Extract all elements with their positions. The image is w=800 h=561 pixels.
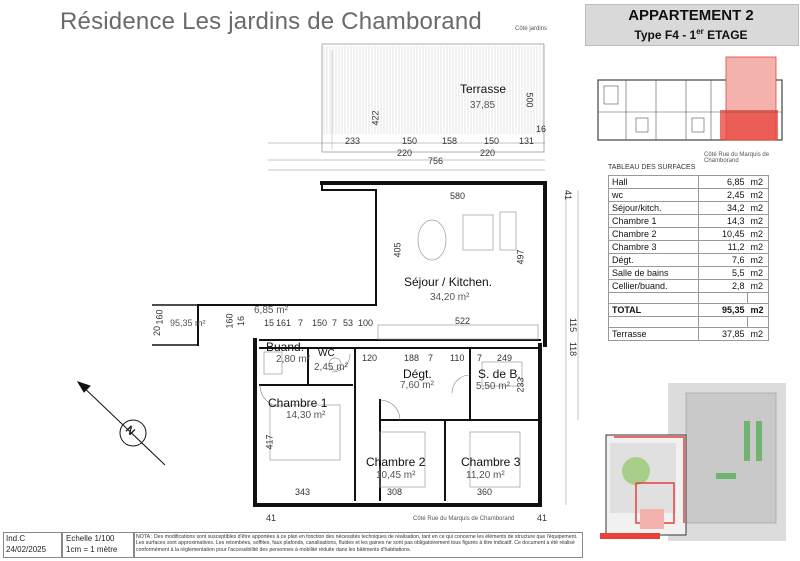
dim: 405	[392, 242, 403, 258]
dim: 15	[264, 318, 275, 328]
surface-row	[609, 280, 769, 293]
dim: 756	[428, 156, 444, 166]
dim: 53	[343, 318, 354, 328]
room-degt: Dégt.	[403, 367, 432, 381]
surface-row	[609, 202, 769, 215]
dim: 233	[515, 377, 526, 393]
dim: 150	[402, 136, 418, 146]
dim: 308	[387, 487, 403, 497]
surface-value: 95,35	[699, 304, 748, 317]
surface-unit: m2	[748, 280, 769, 293]
key-plan-caption: Côté Rue du Marquis de Chamborand	[704, 152, 770, 164]
dim: 16	[236, 315, 247, 327]
surface-value: 5,5	[699, 267, 748, 280]
room-chambre1-area: 14,30 m²	[286, 410, 326, 421]
surface-label: TOTAL	[609, 304, 699, 317]
room-sdb-area: 5,50 m²	[476, 381, 510, 392]
surface-label: Chambre 3	[609, 241, 699, 254]
dim: 580	[450, 191, 466, 201]
surface-unit: m2	[748, 176, 769, 189]
room-sejour-area: 34,20 m²	[430, 292, 470, 303]
footer-scale-ratio: 1cm = 1 mètre	[66, 545, 118, 554]
surface-value: 10,45	[699, 228, 748, 241]
dim: 161	[276, 318, 292, 328]
dim: 497	[515, 249, 526, 265]
surface-row	[609, 254, 769, 267]
room-buand: Buand.	[266, 340, 305, 354]
surface-value: 14,3	[699, 215, 748, 228]
surface-spacer	[609, 317, 769, 328]
room-chambre1: Chambre 1	[268, 396, 328, 410]
room-sejour: Séjour / Kitchen.	[404, 275, 493, 289]
dim: 41	[266, 513, 277, 523]
surface-row	[609, 304, 769, 317]
room-terrasse: Terrasse	[460, 82, 507, 96]
surface-unit: m2	[748, 228, 769, 241]
room-buand-area: 2,80 m²	[276, 354, 310, 365]
dim: 131	[519, 136, 535, 146]
surface-label: Chambre 1	[609, 215, 699, 228]
dim: 220	[480, 148, 496, 158]
room-terrasse-area: 37,85	[470, 100, 496, 111]
surface-unit: m2	[748, 215, 769, 228]
dim: 115	[568, 317, 579, 333]
dim: 160	[224, 313, 235, 329]
surface-label: Dégt.	[609, 254, 699, 267]
surface-value: 34,2	[699, 202, 748, 215]
surface-unit: m2	[748, 328, 769, 341]
surface-row	[609, 189, 769, 202]
surfaces-table	[608, 175, 769, 341]
room-chambre3: Chambre 3	[461, 455, 521, 469]
footer-index: Ind.C	[6, 534, 26, 543]
dim: 500	[524, 92, 535, 108]
surface-label: wc	[609, 189, 699, 202]
project-title: Résidence Les jardins de Chamborand	[60, 8, 482, 35]
room-chambre3-area: 11,20 m²	[466, 470, 505, 481]
dim: 7	[332, 318, 338, 328]
dim: 150	[484, 136, 500, 146]
dim: 100	[358, 318, 374, 328]
dim: 20	[152, 325, 163, 337]
surface-unit: m2	[748, 189, 769, 202]
surface-row	[609, 228, 769, 241]
footer-date: 24/02/2025	[6, 545, 47, 554]
dim: 522	[455, 316, 471, 326]
dim: 422	[370, 110, 381, 126]
room-hall-area: 6,85 m²	[254, 305, 288, 316]
dim: 417	[264, 434, 275, 450]
surfaces-heading: TABLEAU DES SURFACES	[608, 164, 696, 171]
room-wc: WC	[318, 348, 335, 359]
surface-unit: m2	[748, 304, 769, 317]
surface-value: 2,8	[699, 280, 748, 293]
dim: 158	[442, 136, 458, 146]
surface-value: 11,2	[699, 241, 748, 254]
dim: 233	[345, 136, 361, 146]
apartment-type: Type F4 - 1er ETAGE	[634, 27, 748, 42]
surface-value: 2,45	[699, 189, 748, 202]
total-area-badge: 95,35 m²	[170, 318, 206, 328]
surface-value: 7,6	[699, 254, 748, 267]
surface-row	[609, 328, 769, 341]
surface-label: Hall	[609, 176, 699, 189]
dim: 188	[404, 353, 420, 363]
room-wc-area: 2,45 m²	[314, 362, 348, 373]
dim: 7	[298, 318, 304, 328]
dim: 41	[537, 513, 548, 523]
footer-scale: Echelle 1/100	[66, 534, 115, 543]
surface-row	[609, 267, 769, 280]
room-degt-area: 7,60 m²	[400, 380, 434, 391]
surface-value: 6,85	[699, 176, 748, 189]
surface-label: Terrasse	[609, 328, 699, 341]
surface-row	[609, 241, 769, 254]
north-letter: N	[122, 423, 138, 439]
north-arrow	[78, 382, 165, 465]
dim: 120	[362, 353, 378, 363]
street-side-label: Côté Rue du Marquis de Chamborand	[413, 516, 515, 522]
dim: 7	[428, 353, 434, 363]
site-map	[596, 383, 786, 541]
surface-spacer	[609, 293, 769, 304]
surface-label: Chambre 2	[609, 228, 699, 241]
surface-unit: m2	[748, 267, 769, 280]
dim: 7	[477, 353, 483, 363]
surface-row	[609, 176, 769, 189]
surface-label: Séjour/kitch.	[609, 202, 699, 215]
room-sdb: S. de B.	[478, 367, 521, 381]
garden-side-label: Côté jardins	[515, 26, 548, 32]
surface-label: Salle de bains	[609, 267, 699, 280]
surface-unit: m2	[748, 241, 769, 254]
surface-label: Cellier/buand.	[609, 280, 699, 293]
surface-unit: m2	[748, 202, 769, 215]
surface-unit: m2	[748, 254, 769, 267]
surface-value: 37,85	[699, 328, 748, 341]
dim: 343	[295, 487, 311, 497]
room-chambre2: Chambre 2	[366, 455, 426, 469]
apartment-number: APPARTEMENT 2	[628, 7, 754, 24]
dim: 150	[312, 318, 328, 328]
room-chambre2-area: 10,45 m²	[376, 470, 416, 481]
dim: 118	[568, 341, 579, 357]
surface-row	[609, 215, 769, 228]
dim: 249	[497, 353, 513, 363]
dim: 360	[477, 487, 493, 497]
dim: 41	[563, 189, 574, 201]
dim: 160	[154, 309, 165, 325]
dim: 220	[397, 148, 413, 158]
footer-note: NOTA : Des modifications sont susceptibles d'être apportées à ce plan en fonction des nécessités techniques de réalisation, tant en ce qui concerne les éléments de structure que l'équipement. Les surfaces sont approximatives. Les retombées, soffites, faux plafonds, canalisations, fluides et les gaines ne sont pas obligatoirement tous figurés à titre indicatif. Ce document a été réalisé conformément à la réglementation pour l'accessibilité des personnes à mobilité réduite dans les bâtiments d'habitations.	[136, 534, 578, 553]
dim: 110	[450, 353, 465, 363]
dim: 16	[536, 124, 547, 134]
key-plan-top	[596, 52, 786, 152]
